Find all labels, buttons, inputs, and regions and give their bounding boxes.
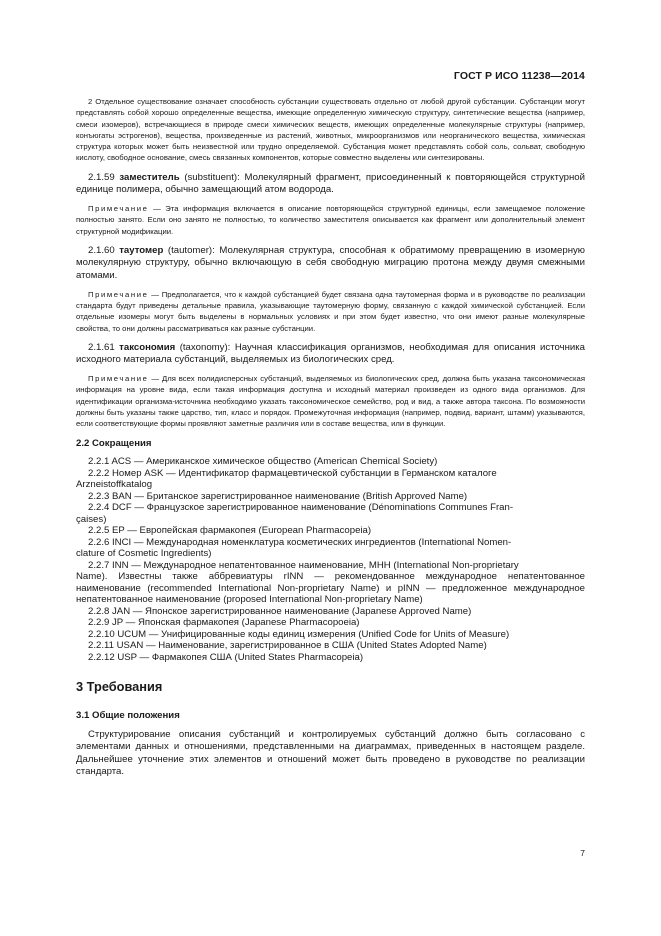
section-3-1-paragraph: Структурирование описания субстанций и контролируемых субстанций должно быть согласовано с элементами данных и отношениями, представленными на диаграммах, приведенных в настоящем разделе. Дальнейшее уточнение этих элементов и отношений может быть проведено в руководстве по реализации стандарта.: [76, 728, 585, 778]
list-item: 2.2.6 INCI — Международная номенклатура косметических ингредиентов (International Nomen-: [88, 536, 512, 548]
term-2-1-59: [76, 172, 585, 197]
term-english: (taxonomy):: [179, 341, 231, 353]
term-english: (substituent):: [184, 171, 240, 183]
list-item: 2.2.1 ACS — Американское химическое общество (American Chemical Society): [88, 456, 438, 468]
list-item-continuation: Name). Известны также аббревиатуры rINN — рекомендованное международное непатентованное наименование (recommended International Non-proprietary Name) и pINN — предложенное международное непатентованное наименование (proposed International Non-proprietary Name): [76, 571, 585, 606]
note-label: Примечание: [88, 289, 149, 299]
list-item: 2.2.9 JP — Японская фармакопея (Japanese Pharmacopoeia): [88, 617, 360, 629]
section-3-1-heading: 3.1 Общие положения: [76, 710, 180, 722]
list-item: 2.2.3 BAN — Британское зарегистрированное наименование (British Approved Name): [88, 490, 468, 502]
term-name: заместитель: [119, 171, 180, 183]
abbreviations-heading: 2.2 Сокращения: [76, 437, 152, 449]
note-label: Примечание: [88, 374, 149, 384]
term-note: [76, 289, 585, 334]
list-item-continuation: çaises): [76, 513, 107, 525]
abbreviations-list: [76, 456, 585, 663]
term-definition: Научная классификация организмов, необходимая для описания источника исходного материала субстанций, выделяемых из биологических сред.: [76, 341, 586, 366]
term-english: (tautomer):: [167, 244, 215, 256]
term-2-1-61: [76, 342, 585, 367]
list-item: 2.2.11 USAN — Наименование, зарегистрированное в США (United States Adopted Name): [88, 640, 487, 652]
term-name: таутомер: [119, 244, 164, 256]
term-number: 2.1.59: [88, 171, 115, 183]
term-definition: Молекулярный фрагмент, присоединенный к повторяющейся структурной единице полимера, обычно замещающий атом водорода.: [76, 171, 585, 196]
list-item: 2.2.4 DCF — Французское зарегистрированное наименование (Dénominations Communes Fran-: [88, 502, 514, 514]
list-item: 2.2.5 EP — Европейская фармакопея (European Pharmacopeia): [88, 525, 372, 537]
term-2-1-60: [76, 245, 585, 283]
term-number: 2.1.60: [88, 244, 115, 256]
document-header: ГОСТ Р ИСО 11238—2014: [453, 70, 585, 82]
list-item: 2.2.7 INN — Международное непатентованное наименование, МНН (International Non-proprietary: [88, 559, 519, 571]
note-text: — Эта информация включается в описание повторяющейся структурной единицы, если замещаемое положение полностью занято. Если оно занято не полностью, то количество заместителя описывается как фрагмент или дополнительный элемент структурной модификации.: [76, 203, 585, 236]
section-3-heading: 3 Требования: [76, 679, 163, 695]
note-2: 2 Отдельное существование означает способность субстанции существовать отдельно от любой другой субстанции. Субстанции могут представлять собой хорошо определенные вещества, имеющие определенную химическую структуру, синтетические вещества (например, смеси изомеров), встречающиеся в природе смеси химических веществ, имеющих определенные молекулярные структуры (например, конъюгаты эстрогенов), вещества, произведенные из растений, животных, микроорганизмов или неорганического вещества, химическая структура которых может быть неизвестной или трудно определяемой. Субстанция может представлять собой соль, сольват, свободную кислоту, свободное основание, смесь связанных компонентов, которые совместно выделены или синтезированы.: [76, 97, 585, 163]
term-name: таксономия: [119, 341, 176, 353]
page-content: [76, 96, 585, 779]
note-label: Примечание: [88, 203, 149, 213]
note-text: — Предполагается, что к каждой субстанцией будет связана одна таутомерная форма и в руководстве по реализации стандарта будут приведены детальные правила, указывающие таутомерную форму, связанную с каждой химической субстанцией. Если отдельные изомеры могут быть выделены в нормальных условиях и при этом будет известно, что они имеют разные молекулярные свойства, то они должны рассматриваться как разные субстанции.: [76, 289, 586, 333]
term-note: [76, 373, 585, 429]
list-item: 2.2.10 UCUM — Унифицированные коды единиц измерения (Unified Code for Units of Measure): [88, 628, 510, 640]
list-item: 2.2.8 JAN — Японское зарегистрированное наименование (Japanese Approved Name): [88, 605, 472, 617]
list-item: 2.2.2 Номер ASK — Идентификатор фармацевтической субстанции в Германском каталоге: [88, 467, 497, 479]
term-note: [76, 203, 585, 237]
list-item: 2.2.12 USP — Фармакопея США (United States Pharmacopeia): [88, 651, 364, 663]
page-number: 7: [580, 848, 585, 858]
term-number: 2.1.61: [88, 341, 115, 353]
note-text: — Для всех полидисперсных субстанций, выделяемых из биологических сред, должна быть указана таксономическая информация на уровне вида, если такая информация доступна и исходный материал произведен из одного вида организмов. Для идентификации организма-источника необходимо указать таксономическое семейство, род и вид, а также автора таксона. По возможности должны быть указаны также царство, тип, класс и порядок. Промежуточная информация (например, подвид, вариант, штамм) указываются, если соответствующие формы проявляют заметные различия или в составе вещества, или в функции.: [76, 374, 585, 429]
list-item-continuation: clature of Cosmetic Ingredients): [76, 548, 212, 560]
term-definition: Молекулярная структура, способная к обратимому превращению в изомерную молекулярную структуру, обычно включающую в себя свободную миграцию протона между двумя смежными атомами.: [76, 244, 585, 282]
list-item-continuation: Arzneistoffkatalog: [76, 479, 153, 491]
